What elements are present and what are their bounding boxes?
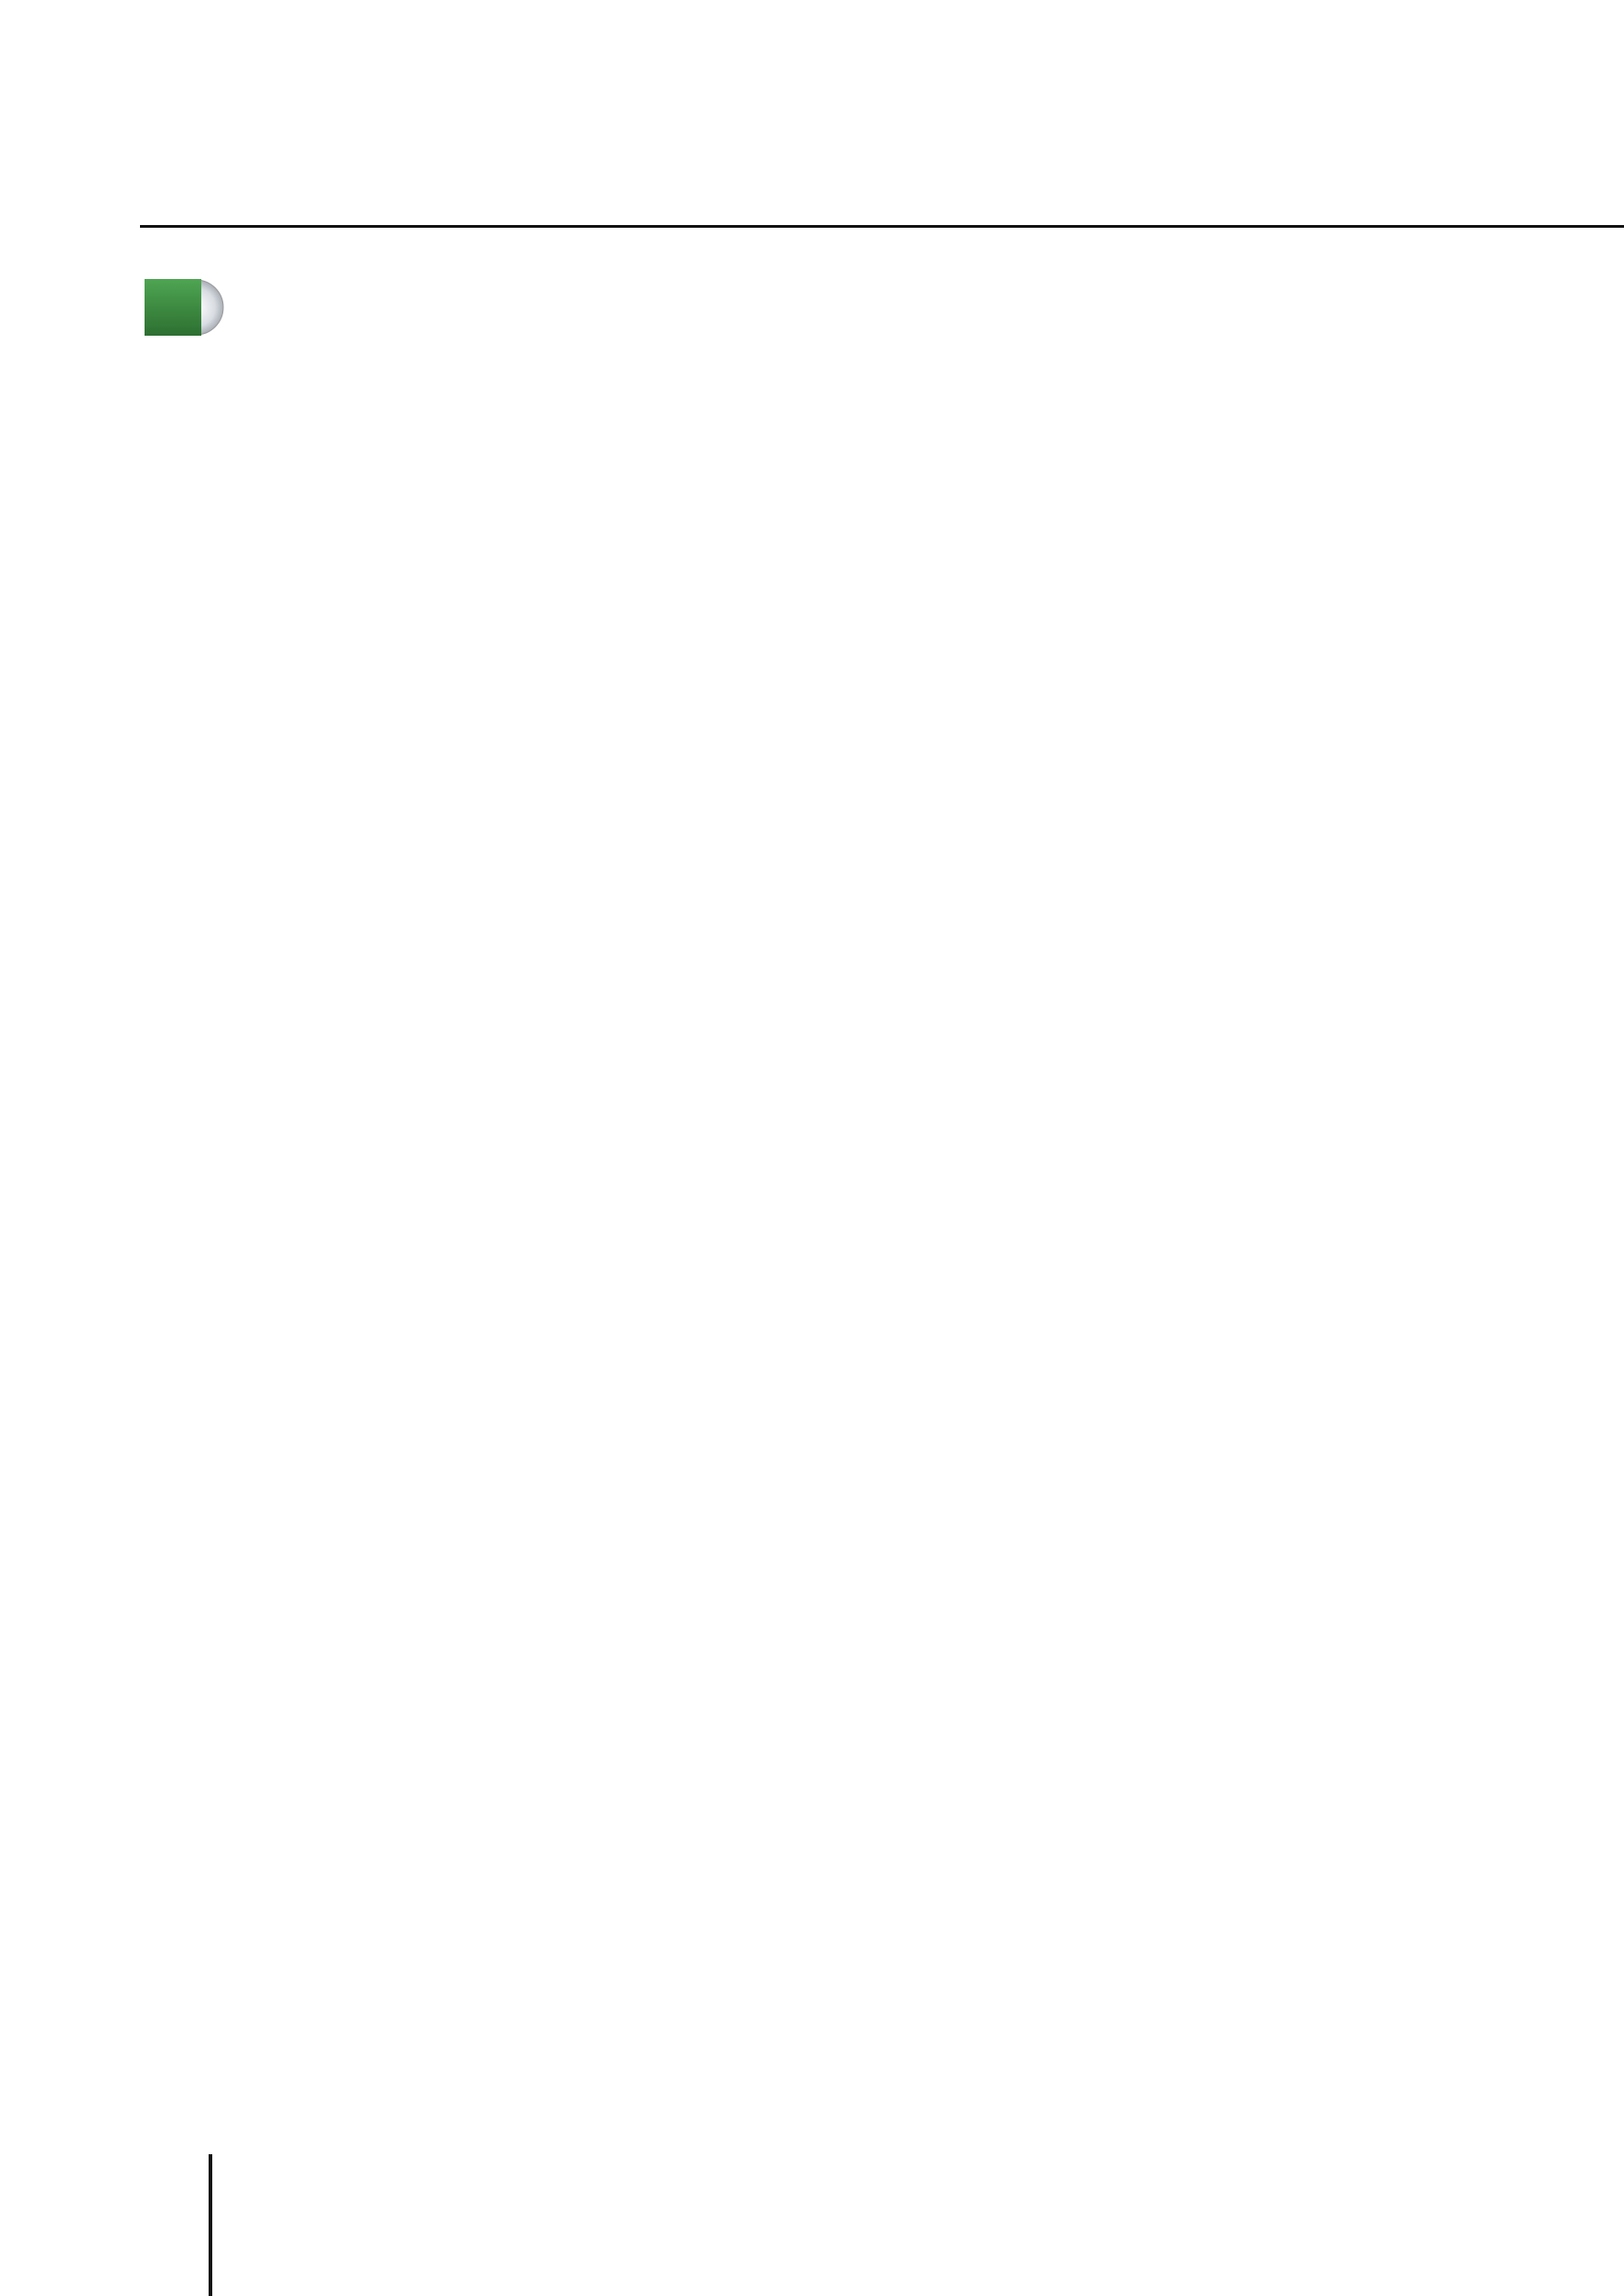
page-number-rule xyxy=(209,2154,212,2296)
